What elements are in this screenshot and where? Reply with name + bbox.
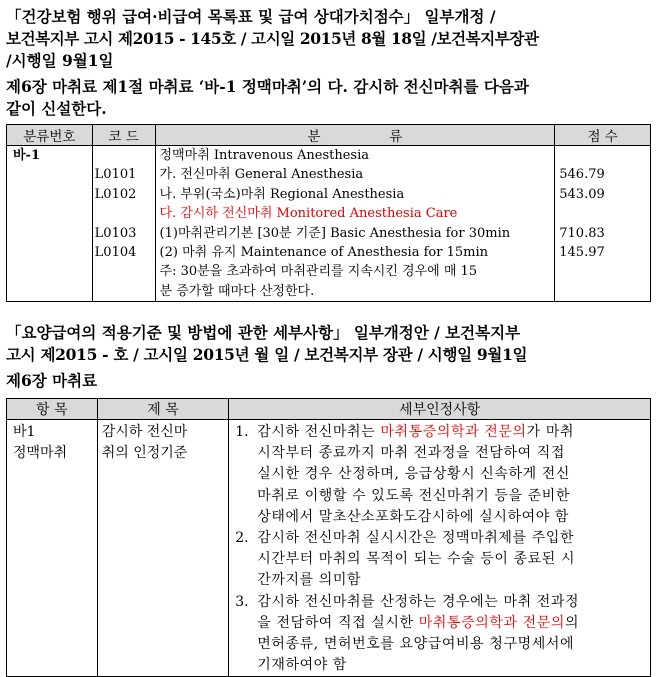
notice-1 [6, 6, 651, 120]
detail-line [257, 570, 575, 591]
header-score: 점 수 [555, 125, 651, 146]
code-cell [95, 146, 155, 165]
notice-1-line: 같이 신설한다. [6, 99, 107, 118]
detail-item [235, 592, 646, 677]
fee-schedule-table [6, 124, 651, 302]
title-line: 감시하 전신마 [101, 424, 188, 440]
criteria-table [6, 398, 651, 677]
classification-cell: 분 증가할 때마다 산정한다. [159, 283, 315, 299]
code-cell: L0102 [94, 186, 137, 202]
detail-line [257, 464, 574, 485]
category-cell: 바-1 [7, 146, 93, 302]
title-cell [97, 420, 229, 677]
code-cell: L0104 [94, 245, 137, 261]
detail-segment: 가 마취 [526, 424, 575, 440]
score-cell [559, 262, 650, 281]
detail-line [257, 592, 579, 613]
highlight-specialist: 마취통증의학과 전문의 [380, 424, 527, 440]
header-title: 제 목 [97, 399, 229, 420]
table-header-row [7, 399, 651, 420]
detail-number: 1. [235, 424, 249, 440]
detail-line [257, 634, 579, 655]
detail-line [257, 655, 579, 676]
code-column [92, 146, 155, 302]
item-name: 정맥마취 [13, 445, 68, 462]
detail-item [235, 422, 646, 528]
classification-cell-new: 다. 감시하 전신마취 Monitored Anesthesia Care [159, 206, 458, 222]
detail-text [257, 592, 579, 677]
detail-segment: 시간부터 마취의 목적이 되는 수술 등이 종료된 시 [257, 551, 576, 568]
detail-segment: 간까지를 의미함 [257, 572, 362, 589]
detail-line [257, 507, 574, 528]
table-row [7, 420, 651, 677]
notice-2-line: 제6장 마취료 [6, 371, 98, 390]
detail-text [257, 528, 575, 592]
detail-segment: 감시하 전신마취 실시시간은 정맥마취제를 주입한 [257, 530, 575, 547]
detail-segment: 시작부터 종료까지 마취 전과정을 전담하여 직접 [257, 445, 565, 462]
notice-2-line: 「요양급여의 적용기준 및 방법에 관한 세부사항」 일부개정안 / 보건복지부 [6, 323, 521, 342]
detail-line [257, 528, 575, 549]
detail-line [257, 422, 574, 443]
score-cell: 546.79 [559, 167, 605, 183]
score-cell: 145.97 [559, 245, 605, 261]
table-header-row [7, 125, 651, 146]
classification-cell: 가. 전신마취 General Anesthesia [159, 167, 364, 183]
highlight-specialist: 마취통증의학과 전문의 [418, 614, 566, 631]
detail-segment: 면허종류, 면허번호를 요양급여비용 청구명세서에 [257, 636, 575, 653]
title-line: 취의 인정기준 [101, 445, 188, 462]
item-code: 바1 [13, 424, 36, 440]
notice-1-line: 제6장 마취료 제1절 마취료 ‘바-1 정맥마취’의 다. 감시하 전신마취를 다음과 [6, 77, 529, 96]
header-item: 항 목 [7, 399, 98, 420]
header-code: 코 드 [92, 125, 155, 146]
detail-segment: 의 [565, 614, 580, 631]
score-cell: 543.09 [559, 186, 605, 202]
detail-text [257, 422, 574, 528]
detail-line [257, 443, 574, 464]
detail-number: 3. [235, 593, 249, 610]
code-cell [95, 262, 155, 281]
details-cell [229, 420, 651, 677]
classification-cell: 나. 부위(국소)마취 Regional Anesthesia [159, 186, 405, 202]
detail-segment: 기재하여야 함 [257, 657, 348, 674]
score-cell [559, 146, 650, 165]
score-cell [559, 204, 650, 223]
notice-2-line: 고시 제2015 - 호 / 고시일 2015년 월 일 / 보건복지부 장관 / 시행일 9월1일 [6, 345, 528, 364]
detail-segment: 마취로 이행할 수 있도록 전신마취기 등을 준비한 [257, 487, 571, 504]
notice-1-line: 「건강보험 행위 급여·비급여 목록표 및 급여 상대가치점수」 일부개정 / [6, 7, 496, 26]
detail-segment: 실시한 경우 산정하며, 응급상황시 신속하게 전신 [257, 466, 571, 483]
score-cell [559, 282, 650, 301]
item-cell [7, 420, 98, 677]
notice-1-line: 보건복지부 고시 제2015 - 145호 / 고시일 2015년 8월 18일 /보건복지부장관 [6, 29, 539, 48]
code-cell [95, 204, 155, 223]
classification-cell: 정맥마취 Intravenous Anesthesia [159, 148, 370, 163]
notice-2 [6, 322, 651, 392]
header-category-no: 분류번호 [7, 125, 93, 146]
detail-segment: 감시하 전신마취를 산정하는 경우에는 마취 전과정 [257, 593, 580, 610]
classification-cell: (2) 마취 유지 Maintenance of Anesthesia for 15min [159, 245, 488, 261]
header-details: 세부인정사항 [229, 399, 651, 420]
detail-segment: 을 전담하여 직접 실시한 [257, 614, 419, 631]
classification-cell: 주: 30분을 초과하여 마취관리를 지속시킨 경우에 매 15 [159, 264, 478, 280]
detail-line [257, 549, 575, 570]
score-cell: 710.83 [559, 225, 605, 241]
detail-segment: 감시하 전신마취는 [257, 424, 381, 440]
detail-line [257, 486, 574, 507]
code-cell [95, 282, 155, 301]
header-classification: 분 류 [155, 125, 555, 146]
score-column [555, 146, 651, 302]
table-row [7, 146, 651, 302]
code-cell: L0101 [94, 167, 137, 183]
classification-cell: (1)마취관리기본 [30분 기준] Basic Anesthesia for 30min [159, 225, 511, 241]
detail-number: 2. [235, 530, 249, 547]
classification-column [155, 146, 555, 302]
detail-item [235, 528, 646, 592]
detail-segment: 상태에서 말초산소포화도감시하에 실시하여야 함 [257, 508, 570, 525]
code-cell: L0103 [94, 225, 137, 241]
notice-1-line: /시행일 9월1일 [6, 51, 114, 70]
detail-line [257, 613, 579, 634]
